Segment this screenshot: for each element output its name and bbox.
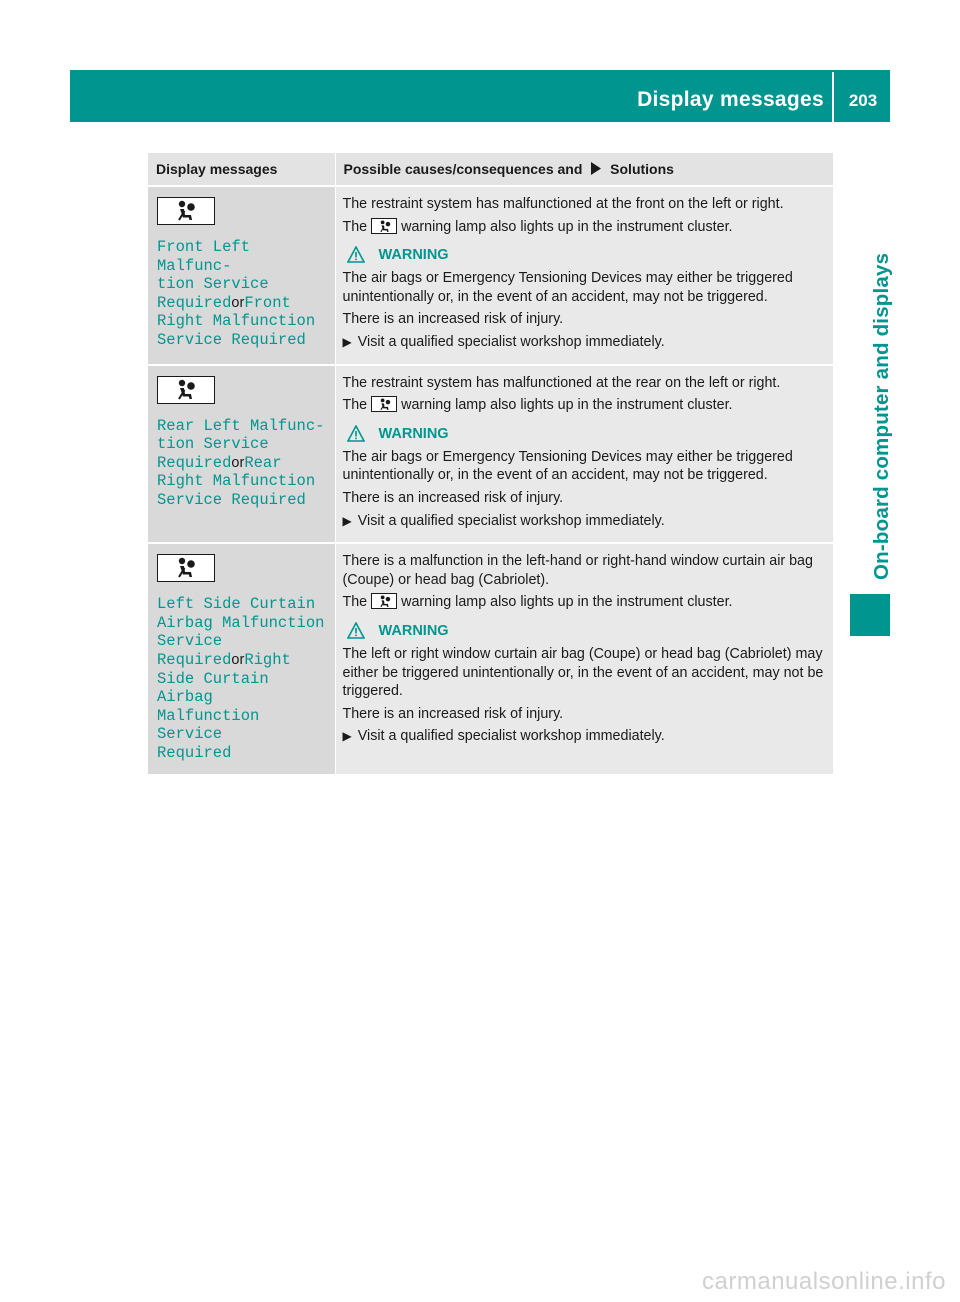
lamp-text bbox=[343, 218, 828, 237]
lamp-text-post: warning lamp also lights up in the instrument cluster. bbox=[401, 397, 733, 414]
risk-text: There is an increased risk of injury. bbox=[342, 489, 564, 506]
action-text: Visit a qualified specialist workshop immediately. bbox=[357, 512, 665, 529]
message-text: Front Left Malfunc‐ bbox=[157, 238, 251, 275]
warning-label: WARNING bbox=[378, 622, 449, 639]
col-header-messages: Display messages bbox=[148, 153, 335, 186]
message-text: tion Service bbox=[157, 275, 269, 294]
or-connector: or bbox=[231, 454, 245, 471]
warning-text: The air bags or Emergency Tensioning Devices may either be triggered unintentionally or, in the event of an accident, may not be triggered. bbox=[342, 448, 793, 484]
table-row bbox=[148, 186, 833, 365]
lamp-text-pre: The bbox=[342, 594, 368, 611]
warning-text: The left or right window curtain air bag (Coupe) or head bag (Cabriolet) may either be triggered unintentionally or, in the event of an accident, may not be triggered. bbox=[342, 645, 824, 700]
airbag-warning-icon bbox=[371, 218, 397, 234]
action-item bbox=[343, 727, 828, 746]
table-row bbox=[148, 365, 833, 544]
message-text: Service Required bbox=[157, 330, 306, 349]
warning-triangle-icon bbox=[347, 246, 365, 263]
or-connector: or bbox=[231, 651, 245, 668]
watermark: carmanualsonline.info bbox=[702, 1268, 946, 1295]
warning-heading bbox=[347, 246, 828, 263]
triangle-arrow-icon bbox=[590, 162, 602, 175]
airbag-warning-icon bbox=[157, 197, 215, 225]
cause-text: The restraint system has malfunctioned at the front on the left or right. bbox=[342, 196, 784, 212]
airbag-warning-icon bbox=[371, 593, 397, 609]
message-cell bbox=[148, 543, 335, 774]
causes-cell bbox=[335, 186, 833, 365]
message-cell bbox=[148, 365, 335, 544]
warning-triangle-icon bbox=[347, 622, 365, 639]
lamp-text bbox=[343, 593, 828, 612]
message-cell bbox=[148, 186, 335, 365]
lamp-text bbox=[343, 396, 828, 415]
airbag-warning-icon bbox=[371, 396, 397, 412]
risk-text: There is an increased risk of injury. bbox=[342, 311, 564, 328]
col-header-causes bbox=[335, 153, 833, 186]
page-number: 203 bbox=[848, 91, 878, 110]
message-text: Malfunction Service bbox=[157, 706, 260, 744]
message-text: Left Side Curtain bbox=[157, 595, 316, 614]
lamp-text-post: warning lamp also lights up in the instrument cluster. bbox=[401, 218, 733, 235]
message-text: Rear Left Malfunc‐ bbox=[157, 416, 325, 435]
message-text: Right bbox=[244, 650, 291, 669]
action-arrow-icon: ▶ bbox=[342, 513, 352, 528]
section-side-label: On-board computer and displays bbox=[870, 252, 893, 580]
message-text: Side Curtain Airbag bbox=[157, 669, 269, 707]
message-text: Front bbox=[244, 293, 291, 312]
or-connector: or bbox=[231, 294, 245, 311]
message-text: Airbag Malfunction bbox=[157, 613, 325, 632]
cause-text: There is a malfunction in the left-hand or right-hand window curtain air bag (Coupe) or head bag (Cabriolet). bbox=[342, 553, 813, 588]
warning-heading bbox=[347, 622, 828, 639]
cause-text: The restraint system has malfunctioned at the rear on the left or right. bbox=[342, 374, 781, 391]
lamp-text-pre: The bbox=[342, 397, 368, 414]
lamp-text-post: warning lamp also lights up in the instrument cluster. bbox=[401, 594, 733, 611]
message-text: Required bbox=[157, 293, 232, 312]
display-messages-table bbox=[148, 153, 833, 774]
warning-triangle-icon bbox=[347, 425, 365, 442]
risk-text: There is an increased risk of injury. bbox=[342, 705, 564, 722]
message-text: Required bbox=[157, 650, 232, 669]
message-text: Right Malfunction bbox=[157, 472, 316, 491]
message-text: Service bbox=[157, 632, 223, 651]
action-text: Visit a qualified specialist workshop immediately. bbox=[357, 333, 665, 350]
action-arrow-icon: ▶ bbox=[342, 729, 352, 744]
action-item bbox=[343, 333, 828, 352]
message-text: Right Malfunction bbox=[157, 312, 316, 331]
warning-heading bbox=[347, 425, 828, 442]
col-header-causes-text: Possible causes/consequences and bbox=[343, 161, 583, 177]
airbag-warning-icon bbox=[157, 376, 215, 404]
message-text: Rear bbox=[244, 453, 282, 472]
action-text: Visit a qualified specialist workshop immediately. bbox=[357, 728, 665, 745]
section-marker bbox=[850, 594, 890, 636]
message-text: tion Service bbox=[157, 435, 269, 454]
col-header-solutions-text: Solutions bbox=[610, 161, 674, 177]
warning-label: WARNING bbox=[378, 425, 449, 442]
warning-text: The air bags or Emergency Tensioning Devices may either be triggered unintentionally or, in the event of an accident, may not be triggered. bbox=[342, 270, 793, 305]
table-row bbox=[148, 543, 833, 774]
table-header-row bbox=[148, 153, 833, 186]
message-text: Required bbox=[157, 743, 232, 762]
header-divider bbox=[832, 72, 834, 122]
lamp-text-pre: The bbox=[342, 218, 368, 235]
message-text: Required bbox=[157, 453, 232, 472]
causes-cell bbox=[335, 543, 833, 774]
warning-label: WARNING bbox=[378, 247, 449, 264]
causes-cell bbox=[335, 365, 833, 544]
action-item bbox=[343, 512, 828, 531]
action-arrow-icon: ▶ bbox=[342, 334, 352, 349]
page-title: Display messages bbox=[637, 88, 824, 111]
airbag-warning-icon bbox=[157, 554, 215, 582]
message-text: Service Required bbox=[157, 490, 306, 509]
